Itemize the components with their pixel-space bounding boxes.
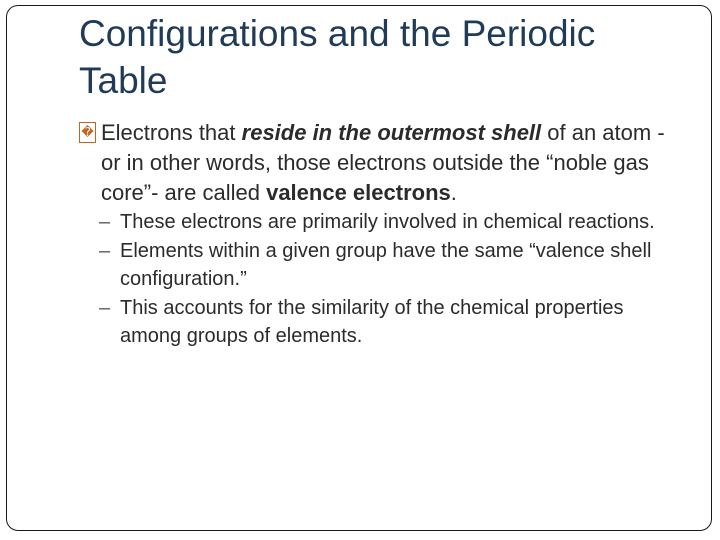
bullet-text-1: Electrons that — [101, 120, 242, 145]
sub-bullet-item — [79, 294, 679, 351]
sub-bullet-text: These electrons are primarily involved in chemical reactions. — [120, 211, 655, 233]
bullet-emphasis: reside in the outermost shell — [241, 120, 542, 145]
slide-title: Configurations and the Periodic Table — [79, 13, 596, 101]
dash-icon: – — [99, 296, 111, 319]
sub-bullet-item — [79, 208, 679, 237]
bullet-marker-icon: � — [79, 122, 96, 143]
slide-body — [79, 118, 679, 351]
sub-bullet-text: This accounts for the similarity of the chemical properties among groups of elements. — [120, 296, 624, 347]
bullet-key-term: valence electrons — [266, 180, 451, 205]
sub-bullet-text: Elements within a given group have the same “valence shell configuration.” — [120, 239, 652, 290]
bullet-text-2: of an atom - or in other words, those electrons outside the “noble gas core”- are called — [101, 120, 665, 205]
sub-bullet-list — [79, 208, 679, 351]
sub-bullet-item — [79, 237, 679, 294]
bullet-text-3: . — [450, 180, 457, 205]
main-bullet — [79, 118, 679, 208]
dash-icon: – — [99, 239, 111, 262]
dash-icon: – — [99, 211, 111, 233]
